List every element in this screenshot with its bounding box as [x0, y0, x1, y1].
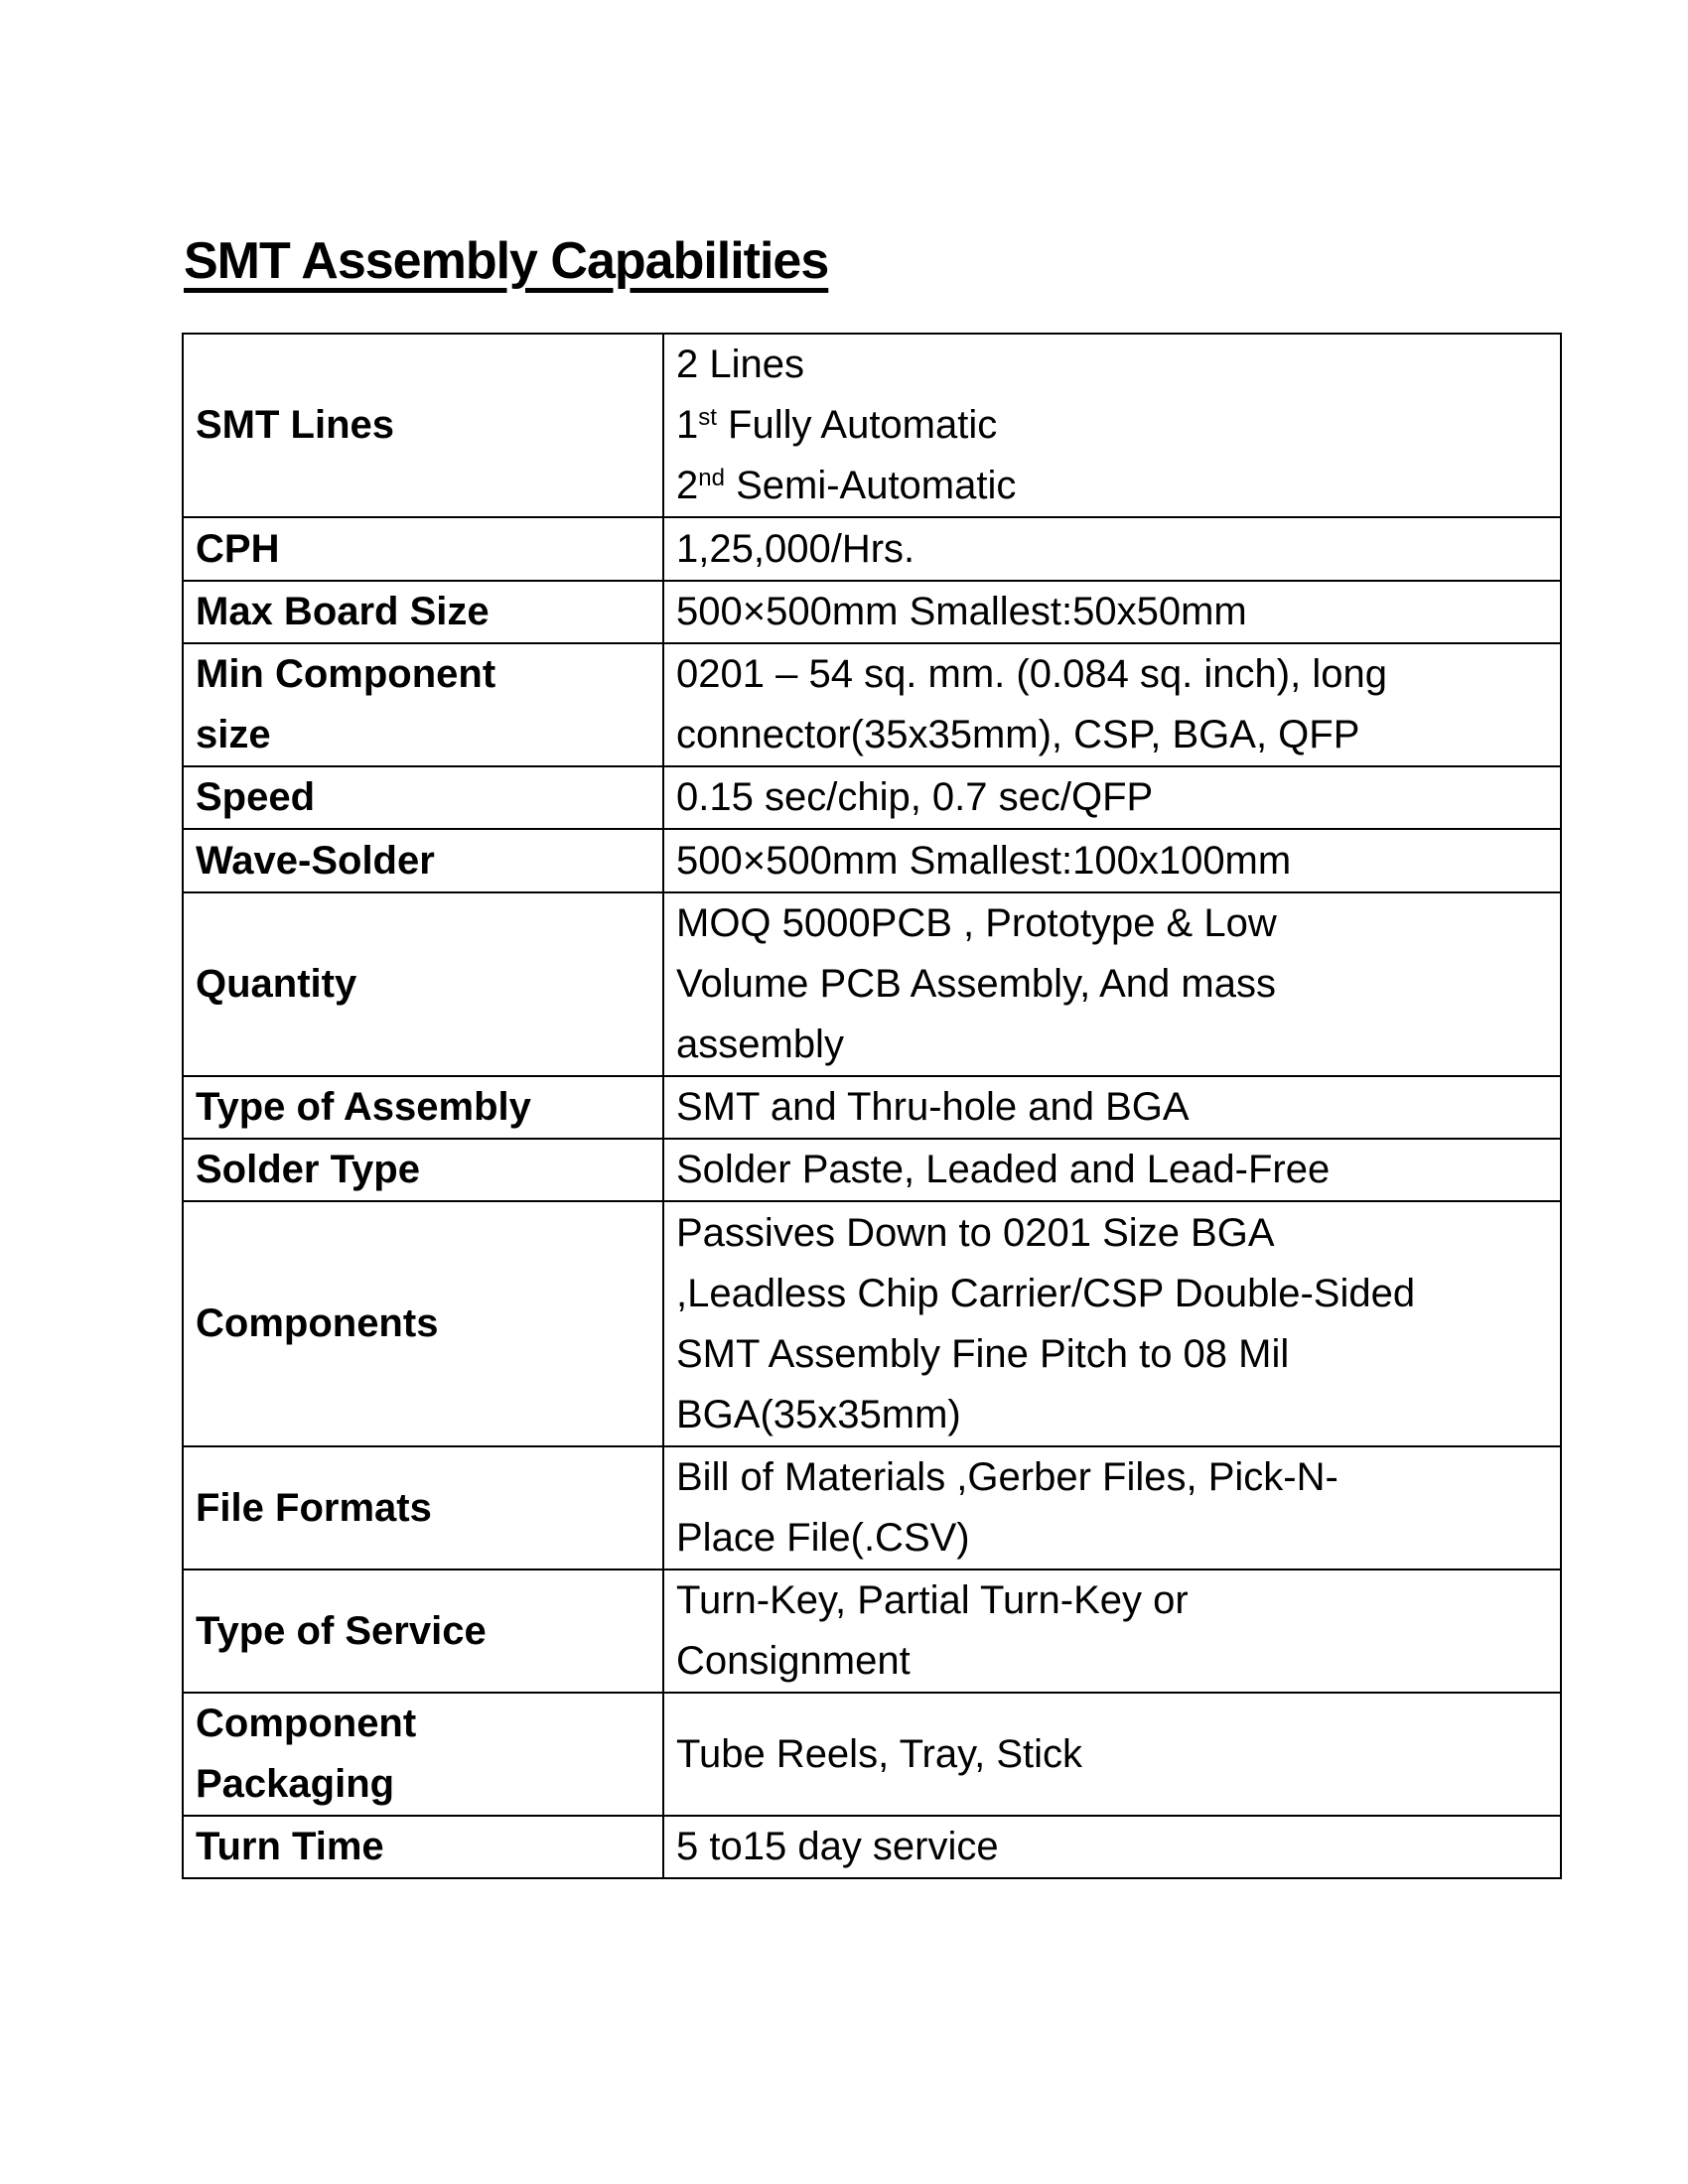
table-row: [183, 892, 1561, 1076]
page-title: SMT Assembly Capabilities: [184, 231, 829, 290]
row-value-cell: [663, 892, 1561, 1076]
row-label-cell: [183, 517, 663, 581]
row-label-line: SMT Lines: [196, 403, 395, 447]
row-label-cell: [183, 334, 663, 517]
row-label-cell: [183, 1570, 663, 1693]
table-row: [183, 1201, 1561, 1446]
table-row: [183, 766, 1561, 829]
row-value-line: ,Leadless Chip Carrier/CSP Double-Sided: [676, 1271, 1416, 1315]
table-row: [183, 1139, 1561, 1201]
row-label-cell: [183, 1816, 663, 1878]
row-label-line: size: [196, 713, 271, 756]
row-value-line: 500×500mm Smallest:50x50mm: [676, 590, 1247, 633]
row-label-line: Wave-Solder: [196, 838, 435, 883]
row-value-cell: [663, 517, 1561, 581]
row-value-line: Passives Down to 0201 Size BGA: [676, 1210, 1275, 1255]
row-value-line: 500×500mm Smallest:100x100mm: [676, 838, 1292, 883]
capabilities-table-body: [183, 334, 1561, 1878]
ordinal-superscript: nd: [698, 464, 725, 491]
row-value-line: Bill of Materials ,Gerber Files, Pick-N-: [676, 1455, 1338, 1499]
row-value-cell: [663, 1816, 1561, 1878]
capabilities-table: [182, 333, 1562, 1879]
row-value-line: MOQ 5000PCB , Prototype & Low: [676, 901, 1277, 945]
ordinal-superscript: st: [698, 403, 717, 431]
row-value-line: SMT Assembly Fine Pitch to 08 Mil: [676, 1331, 1290, 1376]
table-row: [183, 829, 1561, 892]
row-value-line: Tube Reels, Tray, Stick: [676, 1731, 1083, 1776]
table-row: [183, 1816, 1561, 1878]
row-value-cell: [663, 581, 1561, 643]
row-value-cell: [663, 1076, 1561, 1139]
row-value-line: 2nd Semi-Automatic: [676, 464, 1017, 507]
row-value-line: Volume PCB Assembly, And mass: [676, 962, 1276, 1006]
row-value-cell: [663, 1570, 1561, 1693]
row-value-line: 0.15 sec/chip, 0.7 sec/QFP: [676, 775, 1154, 819]
row-label-cell: [183, 892, 663, 1076]
table-row: [183, 1570, 1561, 1693]
row-value-line: 1,25,000/Hrs.: [676, 526, 915, 571]
row-label-cell: [183, 1201, 663, 1446]
row-label-line: Max Board Size: [196, 590, 490, 633]
row-value-cell: [663, 1139, 1561, 1201]
row-label-cell: [183, 1139, 663, 1201]
row-label-line: Turn Time: [196, 1825, 384, 1868]
row-value-line: SMT and Thru-hole and BGA: [676, 1085, 1190, 1129]
row-label-line: File Formats: [196, 1485, 432, 1530]
table-row: [183, 643, 1561, 766]
row-value-line: assembly: [676, 1023, 844, 1066]
row-label-cell: [183, 1446, 663, 1570]
row-label-cell: [183, 766, 663, 829]
row-label-line: Type of Assembly: [196, 1085, 531, 1129]
row-value-line: connector(35x35mm), CSP, BGA, QFP: [676, 713, 1360, 756]
row-value-line: Place File(.CSV): [676, 1516, 970, 1560]
table-row: [183, 1076, 1561, 1139]
row-label-cell: [183, 1076, 663, 1139]
row-label-cell: [183, 581, 663, 643]
row-value-cell: [663, 766, 1561, 829]
row-label-line: Components: [196, 1301, 439, 1345]
row-label-line: Packaging: [196, 1762, 395, 1806]
row-value-line: Consignment: [676, 1639, 911, 1683]
row-value-line: 1st Fully Automatic: [676, 403, 998, 447]
row-label-line: Quantity: [196, 962, 357, 1006]
table-row: [183, 1693, 1561, 1816]
row-value-cell: [663, 1693, 1561, 1816]
row-label-cell: [183, 829, 663, 892]
row-label-line: Solder Type: [196, 1148, 420, 1191]
row-value-line: BGA(35x35mm): [676, 1392, 961, 1436]
row-label-line: Min Component: [196, 652, 496, 696]
table-row: [183, 334, 1561, 517]
row-value-cell: [663, 643, 1561, 766]
row-value-line: 2 Lines: [676, 342, 804, 386]
table-row: [183, 1446, 1561, 1570]
table-row: [183, 517, 1561, 581]
row-label-cell: [183, 643, 663, 766]
row-value-line: Solder Paste, Leaded and Lead-Free: [676, 1148, 1331, 1191]
row-value-line: 0201 – 54 sq. mm. (0.084 sq. inch), long: [676, 652, 1387, 696]
row-value-cell: [663, 829, 1561, 892]
row-label-line: Speed: [196, 775, 316, 819]
row-value-line: 5 to15 day service: [676, 1825, 999, 1868]
row-label-line: Component: [196, 1702, 417, 1745]
table-row: [183, 581, 1561, 643]
row-value-cell: [663, 334, 1561, 517]
row-label-line: Type of Service: [196, 1608, 487, 1653]
row-label-line: CPH: [196, 526, 280, 571]
row-value-line: Turn-Key, Partial Turn-Key or: [676, 1578, 1189, 1622]
row-label-cell: [183, 1693, 663, 1816]
row-value-cell: [663, 1446, 1561, 1570]
row-value-cell: [663, 1201, 1561, 1446]
